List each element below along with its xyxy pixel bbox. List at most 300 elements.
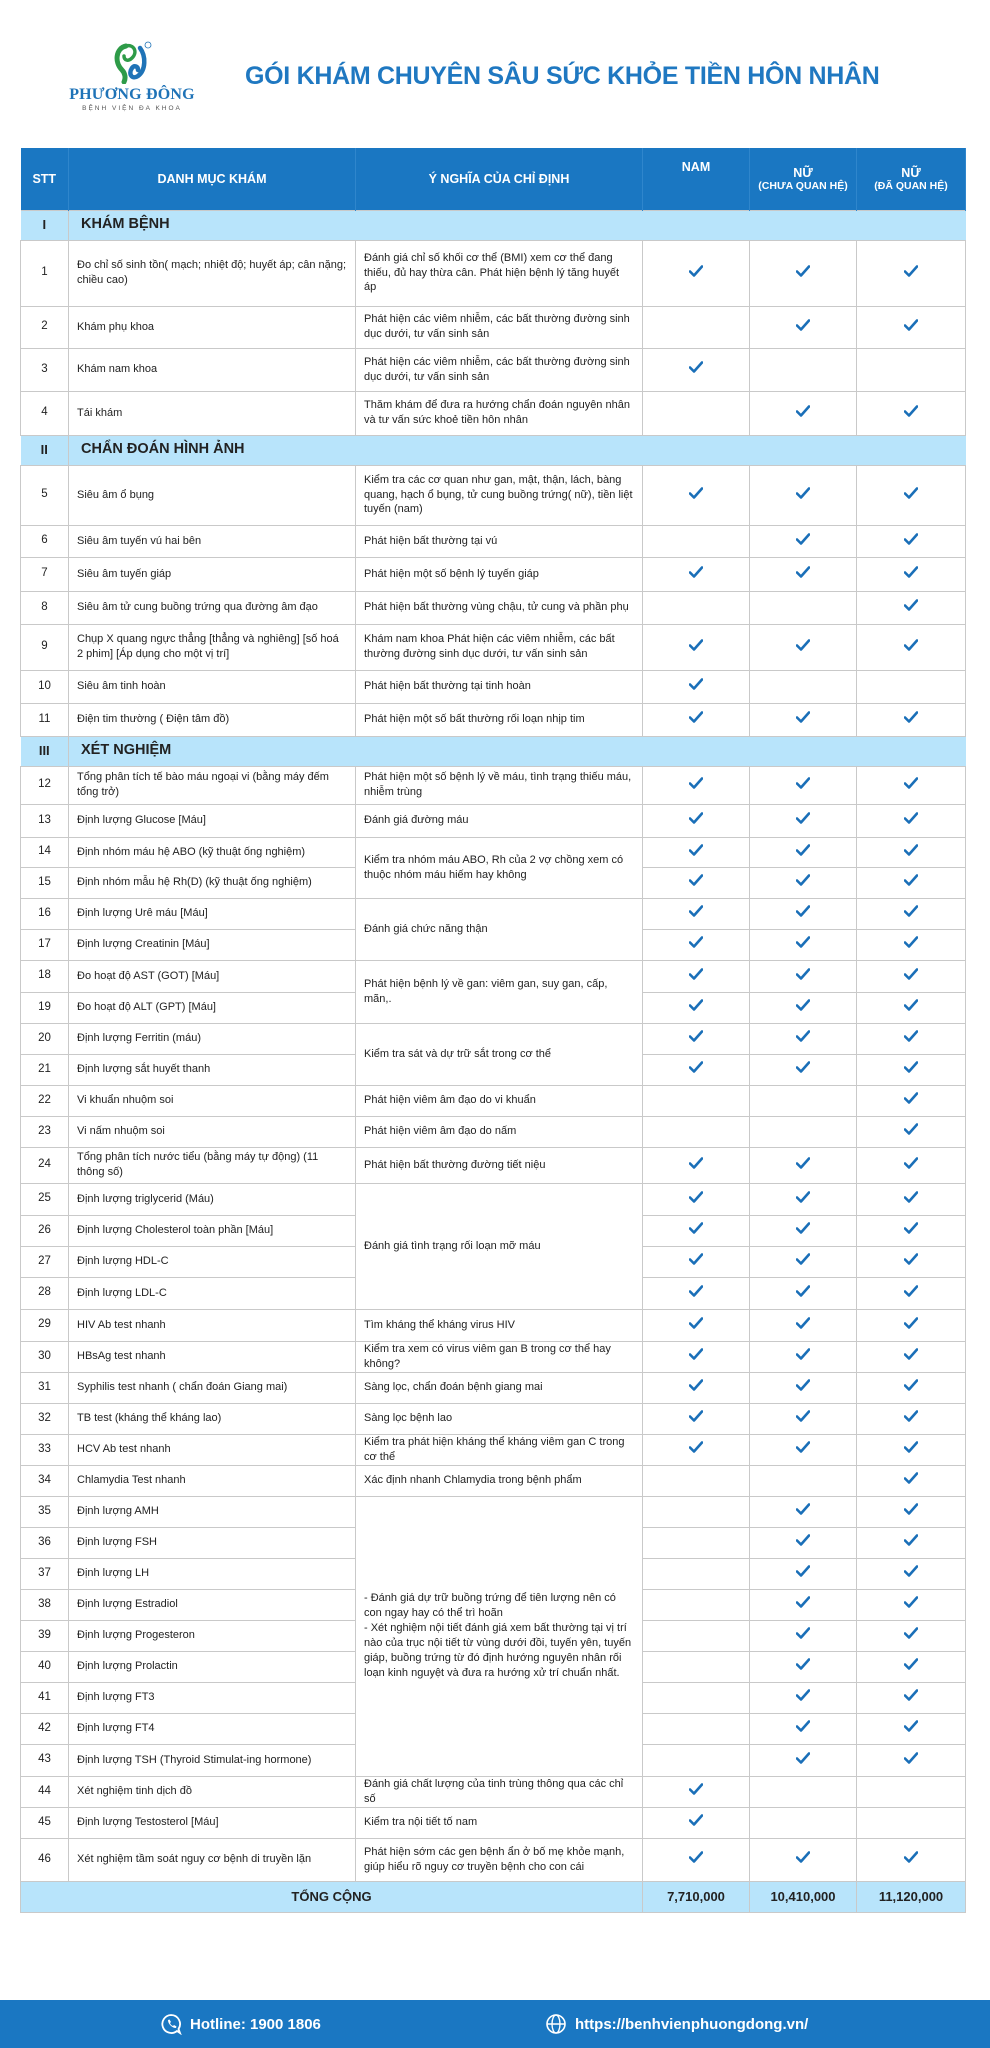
cell-nam: [643, 1309, 750, 1341]
cell-nu1: [750, 992, 857, 1023]
table-row: [21, 240, 966, 306]
table-row: [21, 1372, 966, 1403]
check-icon: [689, 812, 703, 824]
cell-nu1: [750, 348, 857, 391]
check-icon: [689, 874, 703, 886]
exam-item-name: Chụp X quang ngực thẳng [thẳng và nghiêng] [số hoá 2 phim] [Áp dụng cho một vị trí]: [69, 624, 356, 670]
table-row: [21, 348, 966, 391]
section-number: II: [21, 435, 69, 465]
section-title: CHẨN ĐOÁN HÌNH ẢNH: [69, 435, 966, 465]
cell-nam: [643, 766, 750, 804]
check-icon: [904, 1061, 918, 1073]
exam-item-meaning: Đánh giá chất lượng của tinh trùng thông qua các chỉ số: [356, 1776, 643, 1807]
exam-item-name: Định lượng Cholesterol toàn phần [Máu]: [69, 1215, 356, 1246]
table-row: [21, 766, 966, 804]
check-icon: [904, 1123, 918, 1135]
cell-nam: [643, 1277, 750, 1309]
header-stt: STT: [21, 148, 69, 210]
check-icon: [904, 1317, 918, 1329]
check-icon: [689, 265, 703, 277]
check-icon: [689, 1441, 703, 1453]
cell-nu2: [857, 1434, 966, 1465]
check-icon: [796, 1410, 810, 1422]
check-icon: [904, 1191, 918, 1203]
cell-nam: [643, 867, 750, 898]
header-meaning: Ý NGHĨA CỦA CHỈ ĐỊNH: [356, 148, 643, 210]
check-icon: [796, 319, 810, 331]
exam-item-name: Xét nghiệm tinh dịch đồ: [69, 1776, 356, 1807]
exam-item-meaning: Kiểm tra nội tiết tố nam: [356, 1807, 643, 1838]
check-icon: [796, 1658, 810, 1670]
exam-item-meaning: Phát hiện viêm âm đạo do vi khuẩn: [356, 1085, 643, 1116]
cell-nu2: [857, 960, 966, 992]
row-number: 46: [21, 1838, 69, 1881]
table-row: [21, 1434, 966, 1465]
check-icon: [904, 844, 918, 856]
row-number: 22: [21, 1085, 69, 1116]
exam-item-name: Định lượng FT4: [69, 1713, 356, 1744]
cell-nu2: [857, 591, 966, 624]
row-number: 1: [21, 240, 69, 306]
row-number: 32: [21, 1403, 69, 1434]
check-icon: [904, 999, 918, 1011]
row-number: 31: [21, 1372, 69, 1403]
check-icon: [904, 1720, 918, 1732]
exam-item-meaning: Đánh giá tình trạng rối loạn mỡ máu: [356, 1183, 643, 1309]
check-icon: [689, 968, 703, 980]
cell-nam: [643, 670, 750, 703]
hospital-logo: [62, 40, 202, 120]
check-icon: [796, 1565, 810, 1577]
cell-nam: [643, 465, 750, 525]
exam-item-meaning: Phát hiện một số bệnh lý tuyến giáp: [356, 557, 643, 591]
cell-nam: [643, 1558, 750, 1589]
cell-nu2: [857, 1620, 966, 1651]
footer-bar: [0, 2000, 990, 2048]
row-number: 33: [21, 1434, 69, 1465]
exam-item-name: TB test (kháng thể kháng lao): [69, 1403, 356, 1434]
row-number: 27: [21, 1246, 69, 1277]
check-icon: [796, 1317, 810, 1329]
check-icon: [796, 1689, 810, 1701]
header-nu-chua-quan-he: [750, 148, 857, 210]
exam-item-name: Chlamydia Test nhanh: [69, 1465, 356, 1496]
header-nu1-sub: (CHƯA QUAN HỆ): [758, 179, 848, 192]
cell-nam: [643, 240, 750, 306]
check-icon: [796, 1253, 810, 1265]
cell-nam: [643, 624, 750, 670]
cell-nu1: [750, 1147, 857, 1183]
logo-subtitle: BỆNH VIỆN ĐA KHOA: [82, 105, 182, 112]
cell-nu2: [857, 1246, 966, 1277]
exam-item-meaning: Phát hiện bất thường vùng chậu, tử cung và phần phụ: [356, 591, 643, 624]
cell-nam: [643, 1116, 750, 1147]
exam-item-meaning: Kiểm tra phát hiện kháng thể kháng viêm gan C trong cơ thể: [356, 1434, 643, 1465]
cell-nu2: [857, 1558, 966, 1589]
cell-nam: [643, 898, 750, 929]
row-number: 14: [21, 837, 69, 867]
cell-nu1: [750, 1558, 857, 1589]
cell-nu1: [750, 670, 857, 703]
website-link[interactable]: [545, 2013, 808, 2035]
exam-item-name: Định lượng Progesteron: [69, 1620, 356, 1651]
row-number: 41: [21, 1682, 69, 1713]
exam-item-name: Siêu âm tử cung buồng trứng qua đường âm đạo: [69, 591, 356, 624]
cell-nam: [643, 306, 750, 348]
table-row: [21, 670, 966, 703]
table-row: [21, 1465, 966, 1496]
cell-nam: [643, 348, 750, 391]
cell-nu2: [857, 1215, 966, 1246]
row-number: 6: [21, 525, 69, 557]
cell-nu1: [750, 1183, 857, 1215]
cell-nu1: [750, 1620, 857, 1651]
website-text: https://benhvienphuongdong.vn/: [575, 2015, 809, 2033]
check-icon: [904, 1222, 918, 1234]
check-icon: [904, 487, 918, 499]
check-icon: [689, 1783, 703, 1795]
table-row: [21, 1309, 966, 1341]
cell-nu1: [750, 703, 857, 736]
row-number: 45: [21, 1807, 69, 1838]
check-icon: [796, 265, 810, 277]
table-row: [21, 1838, 966, 1881]
exam-item-name: Syphilis test nhanh ( chẩn đoán Giang mai): [69, 1372, 356, 1403]
cell-nam: [643, 525, 750, 557]
check-icon: [904, 777, 918, 789]
check-icon: [904, 1689, 918, 1701]
cell-nu2: [857, 1744, 966, 1776]
cell-nu2: [857, 929, 966, 960]
header-nu2-label: NỮ: [901, 165, 921, 180]
check-icon: [904, 1157, 918, 1169]
check-icon: [689, 1410, 703, 1422]
cell-nam: [643, 391, 750, 435]
check-icon: [796, 1441, 810, 1453]
check-icon: [796, 487, 810, 499]
check-icon: [904, 533, 918, 545]
check-icon: [689, 1222, 703, 1234]
row-number: 18: [21, 960, 69, 992]
cell-nu1: [750, 1651, 857, 1682]
table-row: [21, 1496, 966, 1527]
cell-nam: [643, 1496, 750, 1527]
check-icon: [689, 1317, 703, 1329]
section-title: XÉT NGHIỆM: [69, 736, 966, 766]
check-icon: [796, 639, 810, 651]
cell-nu1: [750, 557, 857, 591]
cell-nu1: [750, 1054, 857, 1085]
check-icon: [904, 1752, 918, 1764]
cell-nu2: [857, 391, 966, 435]
cell-nu1: [750, 1744, 857, 1776]
exam-item-name: Tổng phân tích tế bào máu ngoại vi (bằng máy đếm tổng trở): [69, 766, 356, 804]
row-number: 44: [21, 1776, 69, 1807]
section-row: [21, 435, 966, 465]
row-number: 9: [21, 624, 69, 670]
exam-item-name: Xét nghiệm tầm soát nguy cơ bệnh di truyền lặn: [69, 1838, 356, 1881]
check-icon: [796, 1503, 810, 1515]
cell-nu2: [857, 557, 966, 591]
exam-item-meaning: Kiểm tra sát và dự trữ sắt trong cơ thể: [356, 1023, 643, 1085]
table-row: [21, 1807, 966, 1838]
cell-nu1: [750, 624, 857, 670]
exam-item-name: Đo hoạt độ ALT (GPT) [Máu]: [69, 992, 356, 1023]
exam-item-name: Đo chỉ số sinh tồn( mạch; nhiệt độ; huyết áp; cân nặng; chiều cao): [69, 240, 356, 306]
check-icon: [796, 1348, 810, 1360]
cell-nu2: [857, 1403, 966, 1434]
exam-item-meaning: Sàng lọc, chẩn đoán bệnh giang mai: [356, 1372, 643, 1403]
cell-nam: [643, 1434, 750, 1465]
check-icon: [796, 968, 810, 980]
cell-nu1: [750, 804, 857, 837]
cell-nu1: [750, 1838, 857, 1881]
exam-item-meaning: Phát hiện bất thường tại vú: [356, 525, 643, 557]
row-number: 42: [21, 1713, 69, 1744]
row-number: 35: [21, 1496, 69, 1527]
check-icon: [689, 1379, 703, 1391]
exam-item-name: Khám nam khoa: [69, 348, 356, 391]
table-row: [21, 1085, 966, 1116]
row-number: 37: [21, 1558, 69, 1589]
row-number: 26: [21, 1215, 69, 1246]
check-icon: [689, 1030, 703, 1042]
check-icon: [796, 1596, 810, 1608]
check-icon: [904, 905, 918, 917]
check-icon: [904, 968, 918, 980]
cell-nu2: [857, 1713, 966, 1744]
row-number: 11: [21, 703, 69, 736]
exam-item-name: Điện tim thường ( Điện tâm đồ): [69, 703, 356, 736]
cell-nu2: [857, 1651, 966, 1682]
check-icon: [904, 1285, 918, 1297]
table-row: [21, 1341, 966, 1372]
check-icon: [689, 1814, 703, 1826]
row-number: 13: [21, 804, 69, 837]
check-icon: [689, 566, 703, 578]
check-icon: [689, 678, 703, 690]
cell-nu1: [750, 1023, 857, 1054]
cell-nu2: [857, 1147, 966, 1183]
exam-item-name: Định lượng Creatinin [Máu]: [69, 929, 356, 960]
check-icon: [796, 1030, 810, 1042]
check-icon: [689, 1061, 703, 1073]
cell-nu1: [750, 898, 857, 929]
check-icon: [904, 566, 918, 578]
check-icon: [796, 1851, 810, 1863]
exam-item-meaning: Phát hiện các viêm nhiễm, các bất thường đường sinh dục dưới, tư vấn sinh sản: [356, 348, 643, 391]
check-icon: [904, 639, 918, 651]
cell-nam: [643, 1651, 750, 1682]
section-title: KHÁM BỆNH: [69, 210, 966, 240]
cell-nu1: [750, 1372, 857, 1403]
cell-nu2: [857, 1054, 966, 1085]
check-icon: [796, 1191, 810, 1203]
total-label: TỔNG CỘNG: [21, 1881, 643, 1912]
check-icon: [904, 1503, 918, 1515]
check-icon: [796, 533, 810, 545]
exam-item-name: Khám phụ khoa: [69, 306, 356, 348]
check-icon: [689, 999, 703, 1011]
cell-nam: [643, 1527, 750, 1558]
cell-nam: [643, 1807, 750, 1838]
exam-item-name: Siêu âm tinh hoàn: [69, 670, 356, 703]
check-icon: [796, 1061, 810, 1073]
cell-nu1: [750, 1341, 857, 1372]
check-icon: [689, 1253, 703, 1265]
exam-item-name: Định lượng FSH: [69, 1527, 356, 1558]
cell-nam: [643, 1054, 750, 1085]
exam-item-meaning: Tìm kháng thể kháng virus HIV: [356, 1309, 643, 1341]
check-icon: [689, 1157, 703, 1169]
cell-nam: [643, 804, 750, 837]
check-icon: [796, 1222, 810, 1234]
check-icon: [904, 1379, 918, 1391]
row-number: 4: [21, 391, 69, 435]
exam-item-meaning: Phát hiện các viêm nhiễm, các bất thường đường sinh dục dưới, tư vấn sinh sản: [356, 306, 643, 348]
check-icon: [689, 361, 703, 373]
check-icon: [796, 1627, 810, 1639]
check-icon: [796, 844, 810, 856]
check-icon: [904, 936, 918, 948]
check-icon: [904, 1565, 918, 1577]
cell-nam: [643, 1341, 750, 1372]
row-number: 8: [21, 591, 69, 624]
exam-item-meaning: Khám nam khoa Phát hiện các viêm nhiễm, các bất thường đường sinh dục dưới, tư vấn sinh sản: [356, 624, 643, 670]
check-icon: [689, 1191, 703, 1203]
check-icon: [796, 1752, 810, 1764]
exam-item-meaning: Phát hiện bất thường tại tinh hoàn: [356, 670, 643, 703]
cell-nu1: [750, 1713, 857, 1744]
cell-nu1: [750, 1496, 857, 1527]
exam-item-meaning: - Đánh giá dự trữ buồng trứng để tiên lượng nên có con ngay hay có thể trì hoãn - Xét nghiệm nội tiết đánh giá xem bất thường tại vị trí nào của trục nội tiết từ vùng dưới đồi, tuyến yên, tuyến giáp, buồng trứng từ đó định hướng nguyên nhân rối loạn kinh nguyệt và đưa ra hướng xử trí chuẩn nhất.: [356, 1496, 643, 1776]
cell-nam: [643, 1085, 750, 1116]
cell-nam: [643, 929, 750, 960]
cell-nam: [643, 1744, 750, 1776]
row-number: 20: [21, 1023, 69, 1054]
row-number: 23: [21, 1116, 69, 1147]
cell-nu2: [857, 670, 966, 703]
exam-item-meaning: Phát hiện bệnh lý về gan: viêm gan, suy gan, cấp, mãn,.: [356, 960, 643, 1023]
row-number: 5: [21, 465, 69, 525]
cell-nu1: [750, 1807, 857, 1838]
exam-item-name: Định lượng LH: [69, 1558, 356, 1589]
cell-nam: [643, 1838, 750, 1881]
table-row: [21, 1403, 966, 1434]
row-number: 25: [21, 1183, 69, 1215]
exam-item-name: Định lượng sắt huyết thanh: [69, 1054, 356, 1085]
cell-nu1: [750, 960, 857, 992]
cell-nu1: [750, 1309, 857, 1341]
exam-item-name: Siêu âm ổ bụng: [69, 465, 356, 525]
exam-item-name: Định lượng AMH: [69, 1496, 356, 1527]
table-row: [21, 306, 966, 348]
globe-icon: [545, 2013, 567, 2035]
check-icon: [689, 639, 703, 651]
cell-nam: [643, 837, 750, 867]
cell-nu1: [750, 1246, 857, 1277]
check-icon: [796, 1534, 810, 1546]
row-number: 38: [21, 1589, 69, 1620]
cell-nu1: [750, 837, 857, 867]
check-icon: [904, 1348, 918, 1360]
cell-nam: [643, 1682, 750, 1713]
cell-nu1: [750, 1116, 857, 1147]
check-icon: [689, 711, 703, 723]
exam-item-meaning: Thăm khám để đưa ra hướng chẩn đoán nguyên nhân và tư vấn sức khoẻ tiền hôn nhân: [356, 391, 643, 435]
check-icon: [904, 874, 918, 886]
table-row: [21, 1183, 966, 1215]
check-icon: [689, 936, 703, 948]
check-icon: [904, 265, 918, 277]
cell-nu1: [750, 1403, 857, 1434]
cell-nam: [643, 1023, 750, 1054]
cell-nam: [643, 1776, 750, 1807]
exam-item-name: Định lượng LDL-C: [69, 1277, 356, 1309]
cell-nam: [643, 992, 750, 1023]
exam-item-meaning: Đánh giá chức năng thận: [356, 898, 643, 960]
cell-nu2: [857, 1372, 966, 1403]
check-icon: [904, 405, 918, 417]
cell-nu1: [750, 1682, 857, 1713]
cell-nu1: [750, 1434, 857, 1465]
logo-mark-icon: [112, 40, 152, 84]
row-number: 17: [21, 929, 69, 960]
check-icon: [904, 1658, 918, 1670]
check-icon: [904, 1441, 918, 1453]
cell-nu1: [750, 1776, 857, 1807]
cell-nu2: [857, 348, 966, 391]
cell-nu2: [857, 1023, 966, 1054]
cell-nu2: [857, 1116, 966, 1147]
cell-nu2: [857, 1277, 966, 1309]
hotline[interactable]: [160, 2013, 321, 2035]
exam-item-name: Siêu âm tuyến giáp: [69, 557, 356, 591]
cell-nu1: [750, 391, 857, 435]
check-icon: [904, 1472, 918, 1484]
exam-item-name: HBsAg test nhanh: [69, 1341, 356, 1372]
row-number: 2: [21, 306, 69, 348]
exam-item-meaning: Kiểm tra nhóm máu ABO, Rh của 2 vợ chồng xem có thuộc nhóm máu hiếm hay không: [356, 837, 643, 898]
table-row: [21, 624, 966, 670]
exam-item-name: Định lượng Glucose [Máu]: [69, 804, 356, 837]
cell-nu2: [857, 624, 966, 670]
exam-item-name: Định nhóm máu hệ ABO (kỹ thuật ống nghiệm): [69, 837, 356, 867]
total-row: [21, 1881, 966, 1912]
cell-nu2: [857, 306, 966, 348]
check-icon: [689, 844, 703, 856]
row-number: 28: [21, 1277, 69, 1309]
cell-nu2: [857, 898, 966, 929]
row-number: 3: [21, 348, 69, 391]
header-nu2-sub: (ĐÃ QUAN HỆ): [874, 179, 948, 192]
row-number: 7: [21, 557, 69, 591]
exam-item-meaning: Đánh giá đường máu: [356, 804, 643, 837]
exam-item-name: HIV Ab test nhanh: [69, 1309, 356, 1341]
exam-item-meaning: Phát hiện một số bất thường rối loạn nhịp tim: [356, 703, 643, 736]
cell-nu2: [857, 240, 966, 306]
package-table: [20, 148, 966, 1913]
cell-nu2: [857, 1085, 966, 1116]
exam-item-name: HCV Ab test nhanh: [69, 1434, 356, 1465]
cell-nu2: [857, 1838, 966, 1881]
row-number: 30: [21, 1341, 69, 1372]
exam-item-name: Định lượng TSH (Thyroid Stimulat-ing hormone): [69, 1744, 356, 1776]
exam-item-meaning: Kiểm tra các cơ quan như gan, mật, thận, lách, bàng quang, hạch ổ bụng, tử cung buồng trứng( nữ), tiền liệt tuyến (nam): [356, 465, 643, 525]
check-icon: [796, 999, 810, 1011]
check-icon: [796, 566, 810, 578]
row-number: 39: [21, 1620, 69, 1651]
